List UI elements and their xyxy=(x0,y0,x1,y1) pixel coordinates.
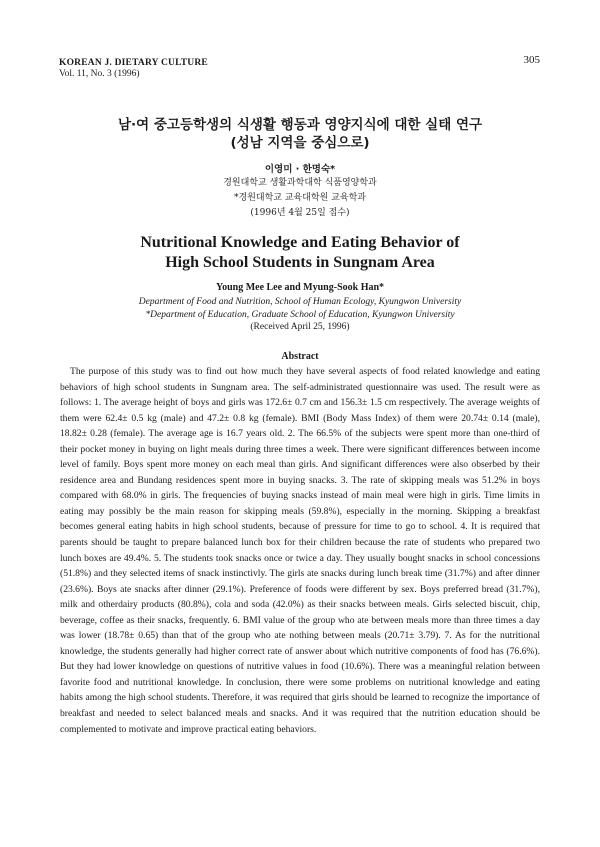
korean-title-line1: 남·여 중고등학생의 식생활 행동과 영양지식에 대한 실태 연구 xyxy=(117,117,483,133)
journal-name: KOREAN J. DIETARY CULTURE xyxy=(59,58,208,68)
english-received-date: (Received April 25, 1996) xyxy=(250,322,350,332)
page-number: 305 xyxy=(523,54,540,66)
english-title-line2: High School Students in Sungnam Area xyxy=(165,254,435,271)
korean-authors: 이영미 · 한명숙* xyxy=(264,164,336,175)
korean-received-date: (1996년 4월 25일 접수) xyxy=(250,208,350,218)
korean-affiliation-1: 경원대학교 생활과학대학 식품영양학과 xyxy=(223,178,377,188)
volume-info: Vol. 11, No. 3 (1996) xyxy=(59,69,140,79)
abstract-heading: Abstract xyxy=(281,351,319,362)
english-affiliation-1: Department of Food and Nutrition, School of Human Ecology, Kyungwon University xyxy=(138,297,462,307)
korean-title-line2: (성남 지역을 중심으로) xyxy=(230,135,370,151)
korean-affiliation-2: *경원대학교 교육대학원 교육학과 xyxy=(234,193,366,203)
english-authors: Young Mee Lee and Myung-Sook Han* xyxy=(215,282,385,293)
english-title-line1: Nutritional Knowledge and Eating Behavior of xyxy=(140,234,460,251)
english-affiliation-2: *Department of Education, Graduate School of Education, Kyungwon University xyxy=(145,310,455,320)
abstract-text: The purpose of this study was to find out how much they have several aspects of food related knowledge and eating behaviors of high school students in Sungnam area. The self-administrated questionnaire was used. The result were as follows: 1. The average height of boys and girls was 172.6± 0.7 cm and 156.3± 1.5 cm respectively. The average weights of them were 62.4± 0.5 kg (male) and 47.2± 0.8 kg (female). BMI (Body Mass Index) of them were 20.74± 0.14 (male), 18.82± 0.28 (female). The average age is 16.7 years old. 2. The 66.5% of the subjects were spent more than one-third of their pocket money in buying on light meals during three times a week. There were significant differences between income level of family. Boys spent more money on each meal than girls. And significant differences were also obserbed by their residence area and Bundang residences spent more in buying snacks. 3. The rate of skipping meals was 51.2% in boys compared with 68.0% in girls. The frequencies of buying snacks instead of main meal were high in girls. Time limits in eating may possibly be the main reason for skipping meals (59.8%), especially in the morning. Skipping a breakfast becomes general eating habits in high school students, because of pressure for time to go to school. 4. It is required that parents should be taught to prepare balanced lunch box for their children because the rate of students who prepared two lunch boxes are 49.4%. 5. The students took snacks once or twice a day. They usually bought snacks in school concessions (51.8%) and they selected items of snack instinctivly. The girls ate snacks during lunch break time (31.7%) and after dinner (23.6%). Boys ate snacks after dinner (29.1%). Preference of foods were different by sex. Boys preferred bread (31.7%), milk and otherdairy products (80.8%), cola and soda (42.0%) as their snacks between meals. Girls selected biscuit, chip, beverage, coffee as their snacks, frequently. 6. BMI value of the group who ate between meals more than three times a day was lower (18.78± 0.65) than that of the group who ate nothing between meals (20.71± 3.79). 7. As for the nutritional knowledge, the students generally had higher correct rate of answer about which nutritive components of food has (76.6%). But they had lower knowledge on questions of nutritive values in food (10.6%). There was a meaningful relation between favorite food and nutritional knowledge. In conclusion, there were some problems on nutritional knowledge and eating habits among the high school students. Therefore, it was required that girls should be learned to recognize the importance of breakfast and needed to select balanced meals and snacks. And it was required that the nutrition education should be complemented to motivate and improve practical eating behaviors. xyxy=(60,366,540,735)
